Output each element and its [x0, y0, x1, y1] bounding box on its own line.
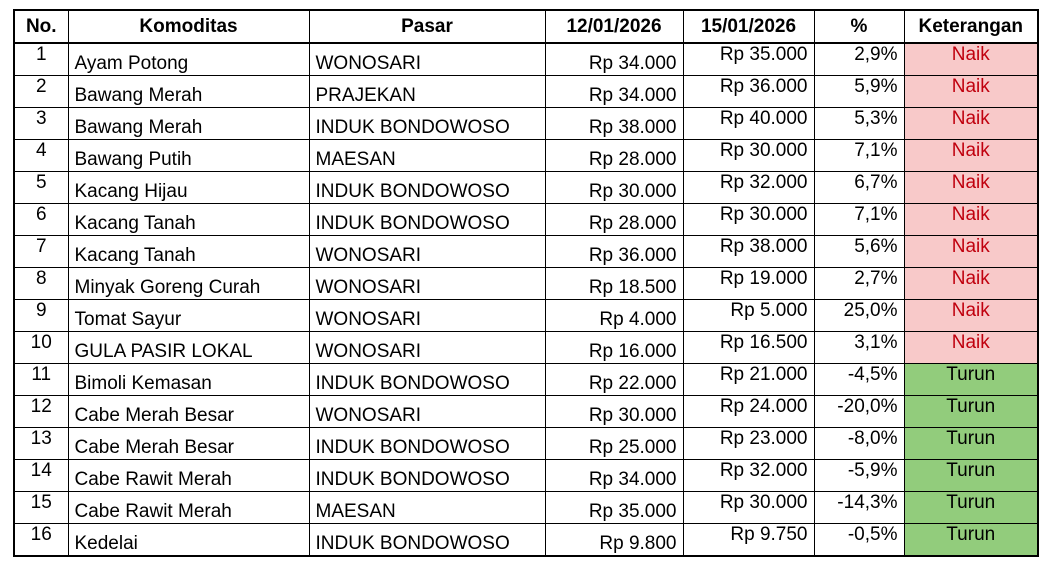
table-row: [14, 236, 1038, 268]
cell-no: 10: [14, 332, 68, 364]
cell-keterangan: Turun: [904, 364, 1038, 396]
cell-komoditas: Bawang Merah: [68, 76, 309, 108]
cell-keterangan: Turun: [904, 428, 1038, 460]
cell-pasar: INDUK BONDOWOSO: [309, 172, 545, 204]
cell-no: 9: [14, 300, 68, 332]
table-row: [14, 428, 1038, 460]
table-row: [14, 300, 1038, 332]
cell-price-date-2: Rp 30.000: [683, 204, 814, 236]
cell-no: 14: [14, 460, 68, 492]
cell-price-date-1: Rp 34.000: [545, 76, 683, 108]
cell-price-date-1: Rp 38.000: [545, 108, 683, 140]
cell-no: 7: [14, 236, 68, 268]
price-table: [13, 9, 1039, 557]
table-body: [14, 43, 1038, 556]
cell-price-date-1: Rp 34.000: [545, 43, 683, 76]
cell-komoditas: Minyak Goreng Curah: [68, 268, 309, 300]
cell-pasar: INDUK BONDOWOSO: [309, 204, 545, 236]
cell-price-date-2: Rp 30.000: [683, 140, 814, 172]
cell-percent: 7,1%: [814, 204, 904, 236]
table-row: [14, 140, 1038, 172]
cell-price-date-1: Rp 30.000: [545, 172, 683, 204]
cell-percent: -14,3%: [814, 492, 904, 524]
cell-price-date-2: Rp 32.000: [683, 460, 814, 492]
cell-komoditas: Kedelai: [68, 524, 309, 557]
cell-price-date-1: Rp 18.500: [545, 268, 683, 300]
header-date-1: 12/01/2026: [545, 10, 683, 43]
cell-percent: 5,3%: [814, 108, 904, 140]
cell-keterangan: Naik: [904, 268, 1038, 300]
cell-percent: 25,0%: [814, 300, 904, 332]
cell-price-date-2: Rp 30.000: [683, 492, 814, 524]
header-percent: %: [814, 10, 904, 43]
cell-no: 8: [14, 268, 68, 300]
cell-keterangan: Turun: [904, 460, 1038, 492]
cell-no: 2: [14, 76, 68, 108]
cell-komoditas: Cabe Rawit Merah: [68, 460, 309, 492]
cell-no: 1: [14, 43, 68, 76]
cell-pasar: WONOSARI: [309, 268, 545, 300]
cell-price-date-1: Rp 36.000: [545, 236, 683, 268]
cell-no: 4: [14, 140, 68, 172]
header-no: No.: [14, 10, 68, 43]
cell-pasar: WONOSARI: [309, 300, 545, 332]
table-row: [14, 268, 1038, 300]
cell-percent: -20,0%: [814, 396, 904, 428]
table-row: [14, 172, 1038, 204]
cell-percent: -0,5%: [814, 524, 904, 557]
cell-price-date-1: Rp 22.000: [545, 364, 683, 396]
cell-keterangan: Turun: [904, 492, 1038, 524]
header-komoditas: Komoditas: [68, 10, 309, 43]
cell-percent: -4,5%: [814, 364, 904, 396]
cell-komoditas: Kacang Tanah: [68, 204, 309, 236]
cell-price-date-2: Rp 36.000: [683, 76, 814, 108]
cell-komoditas: Cabe Merah Besar: [68, 396, 309, 428]
cell-keterangan: Naik: [904, 172, 1038, 204]
cell-percent: 7,1%: [814, 140, 904, 172]
cell-komoditas: Kacang Tanah: [68, 236, 309, 268]
table-row: [14, 460, 1038, 492]
cell-percent: 5,6%: [814, 236, 904, 268]
table-row: [14, 524, 1038, 557]
header-date-2: 15/01/2026: [683, 10, 814, 43]
cell-pasar: WONOSARI: [309, 332, 545, 364]
cell-keterangan: Turun: [904, 396, 1038, 428]
table-row: [14, 43, 1038, 76]
cell-komoditas: Bimoli Kemasan: [68, 364, 309, 396]
cell-percent: 6,7%: [814, 172, 904, 204]
cell-pasar: INDUK BONDOWOSO: [309, 428, 545, 460]
cell-no: 12: [14, 396, 68, 428]
cell-percent: -5,9%: [814, 460, 904, 492]
cell-price-date-2: Rp 24.000: [683, 396, 814, 428]
cell-pasar: WONOSARI: [309, 43, 545, 76]
table-row: [14, 492, 1038, 524]
cell-keterangan: Naik: [904, 76, 1038, 108]
cell-no: 13: [14, 428, 68, 460]
cell-price-date-2: Rp 19.000: [683, 268, 814, 300]
cell-no: 6: [14, 204, 68, 236]
cell-komoditas: Cabe Merah Besar: [68, 428, 309, 460]
cell-price-date-2: Rp 9.750: [683, 524, 814, 557]
cell-komoditas: Tomat Sayur: [68, 300, 309, 332]
cell-komoditas: Bawang Merah: [68, 108, 309, 140]
cell-percent: 2,7%: [814, 268, 904, 300]
cell-komoditas: GULA PASIR LOKAL: [68, 332, 309, 364]
table-row: [14, 396, 1038, 428]
cell-price-date-1: Rp 28.000: [545, 204, 683, 236]
cell-price-date-2: Rp 21.000: [683, 364, 814, 396]
cell-pasar: INDUK BONDOWOSO: [309, 524, 545, 557]
cell-keterangan: Naik: [904, 332, 1038, 364]
cell-price-date-2: Rp 5.000: [683, 300, 814, 332]
cell-price-date-1: Rp 35.000: [545, 492, 683, 524]
cell-pasar: MAESAN: [309, 140, 545, 172]
cell-no: 11: [14, 364, 68, 396]
cell-keterangan: Turun: [904, 524, 1038, 557]
cell-price-date-1: Rp 9.800: [545, 524, 683, 557]
cell-pasar: INDUK BONDOWOSO: [309, 364, 545, 396]
cell-keterangan: Naik: [904, 108, 1038, 140]
cell-keterangan: Naik: [904, 300, 1038, 332]
cell-pasar: INDUK BONDOWOSO: [309, 460, 545, 492]
cell-komoditas: Ayam Potong: [68, 43, 309, 76]
cell-price-date-2: Rp 23.000: [683, 428, 814, 460]
cell-price-date-1: Rp 30.000: [545, 396, 683, 428]
cell-price-date-1: Rp 4.000: [545, 300, 683, 332]
table-row: [14, 76, 1038, 108]
table-row: [14, 332, 1038, 364]
cell-pasar: WONOSARI: [309, 396, 545, 428]
cell-pasar: MAESAN: [309, 492, 545, 524]
cell-pasar: PRAJEKAN: [309, 76, 545, 108]
cell-price-date-1: Rp 25.000: [545, 428, 683, 460]
cell-no: 16: [14, 524, 68, 557]
cell-komoditas: Bawang Putih: [68, 140, 309, 172]
header-row: [14, 10, 1038, 43]
cell-price-date-2: Rp 38.000: [683, 236, 814, 268]
cell-percent: 5,9%: [814, 76, 904, 108]
cell-pasar: WONOSARI: [309, 236, 545, 268]
table-row: [14, 204, 1038, 236]
table-row: [14, 108, 1038, 140]
cell-komoditas: Cabe Rawit Merah: [68, 492, 309, 524]
table-row: [14, 364, 1038, 396]
cell-pasar: INDUK BONDOWOSO: [309, 108, 545, 140]
header-pasar: Pasar: [309, 10, 545, 43]
cell-no: 15: [14, 492, 68, 524]
cell-keterangan: Naik: [904, 236, 1038, 268]
cell-price-date-2: Rp 32.000: [683, 172, 814, 204]
cell-keterangan: Naik: [904, 140, 1038, 172]
cell-keterangan: Naik: [904, 43, 1038, 76]
cell-percent: 3,1%: [814, 332, 904, 364]
cell-price-date-2: Rp 40.000: [683, 108, 814, 140]
cell-percent: -8,0%: [814, 428, 904, 460]
cell-percent: 2,9%: [814, 43, 904, 76]
cell-price-date-1: Rp 28.000: [545, 140, 683, 172]
cell-no: 3: [14, 108, 68, 140]
cell-price-date-2: Rp 16.500: [683, 332, 814, 364]
cell-no: 5: [14, 172, 68, 204]
cell-komoditas: Kacang Hijau: [68, 172, 309, 204]
header-keterangan: Keterangan: [904, 10, 1038, 43]
cell-keterangan: Naik: [904, 204, 1038, 236]
cell-price-date-1: Rp 16.000: [545, 332, 683, 364]
cell-price-date-2: Rp 35.000: [683, 43, 814, 76]
cell-price-date-1: Rp 34.000: [545, 460, 683, 492]
